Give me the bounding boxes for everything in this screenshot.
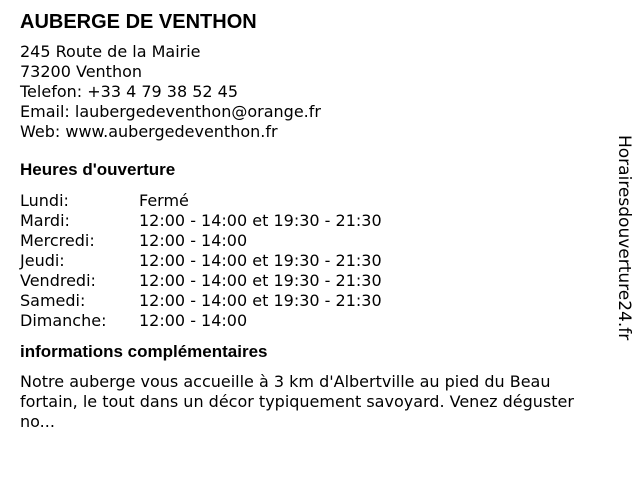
email-address: Email: laubergedeventhon@orange.fr [20, 102, 321, 121]
address-city: 73200 Venthon [20, 62, 143, 81]
hours-row-sunday [20, 311, 600, 331]
opening-hours-heading: Heures d'ouverture [20, 160, 176, 179]
website-url: Web: www.aubergedeventhon.fr [20, 122, 278, 141]
day-label: Mardi: [20, 211, 70, 230]
contact-block [20, 42, 600, 142]
additional-info-heading: informations complémentaires [20, 342, 268, 361]
opening-hours-table [20, 191, 600, 331]
address-street: 245 Route de la Mairie [20, 42, 201, 61]
hours-row-saturday [20, 291, 600, 311]
day-hours: 12:00 - 14:00 et 19:30 - 21:30 [139, 291, 382, 310]
additional-info-text: Notre auberge vous accueille à 3 km d'Albertville au pied du Beau fortain, le tout dans un décor typiquement savoyard. Venez déguster no... [20, 372, 574, 431]
day-label: Samedi: [20, 291, 86, 310]
hours-row-friday [20, 271, 600, 291]
business-name: AUBERGE DE VENTHON [20, 11, 257, 33]
phone-number: Telefon: +33 4 79 38 52 45 [20, 82, 239, 101]
day-label: Jeudi: [20, 251, 65, 270]
day-hours: 12:00 - 14:00 et 19:30 - 21:30 [139, 211, 382, 230]
day-hours: Fermé [139, 191, 189, 210]
day-label: Dimanche: [20, 311, 107, 330]
hours-row-tuesday [20, 211, 600, 231]
hours-row-monday [20, 191, 600, 211]
day-label: Lundi: [20, 191, 69, 210]
day-label: Vendredi: [20, 271, 96, 290]
day-label: Mercredi: [20, 231, 95, 250]
day-hours: 12:00 - 14:00 et 19:30 - 21:30 [139, 271, 382, 290]
day-hours: 12:00 - 14:00 [139, 231, 248, 250]
business-card [20, 10, 600, 432]
hours-row-wednesday [20, 231, 600, 251]
site-watermark: Horairesdouverture24.fr [614, 135, 634, 341]
day-hours: 12:00 - 14:00 [139, 311, 248, 330]
hours-row-thursday [20, 251, 600, 271]
day-hours: 12:00 - 14:00 et 19:30 - 21:30 [139, 251, 382, 270]
